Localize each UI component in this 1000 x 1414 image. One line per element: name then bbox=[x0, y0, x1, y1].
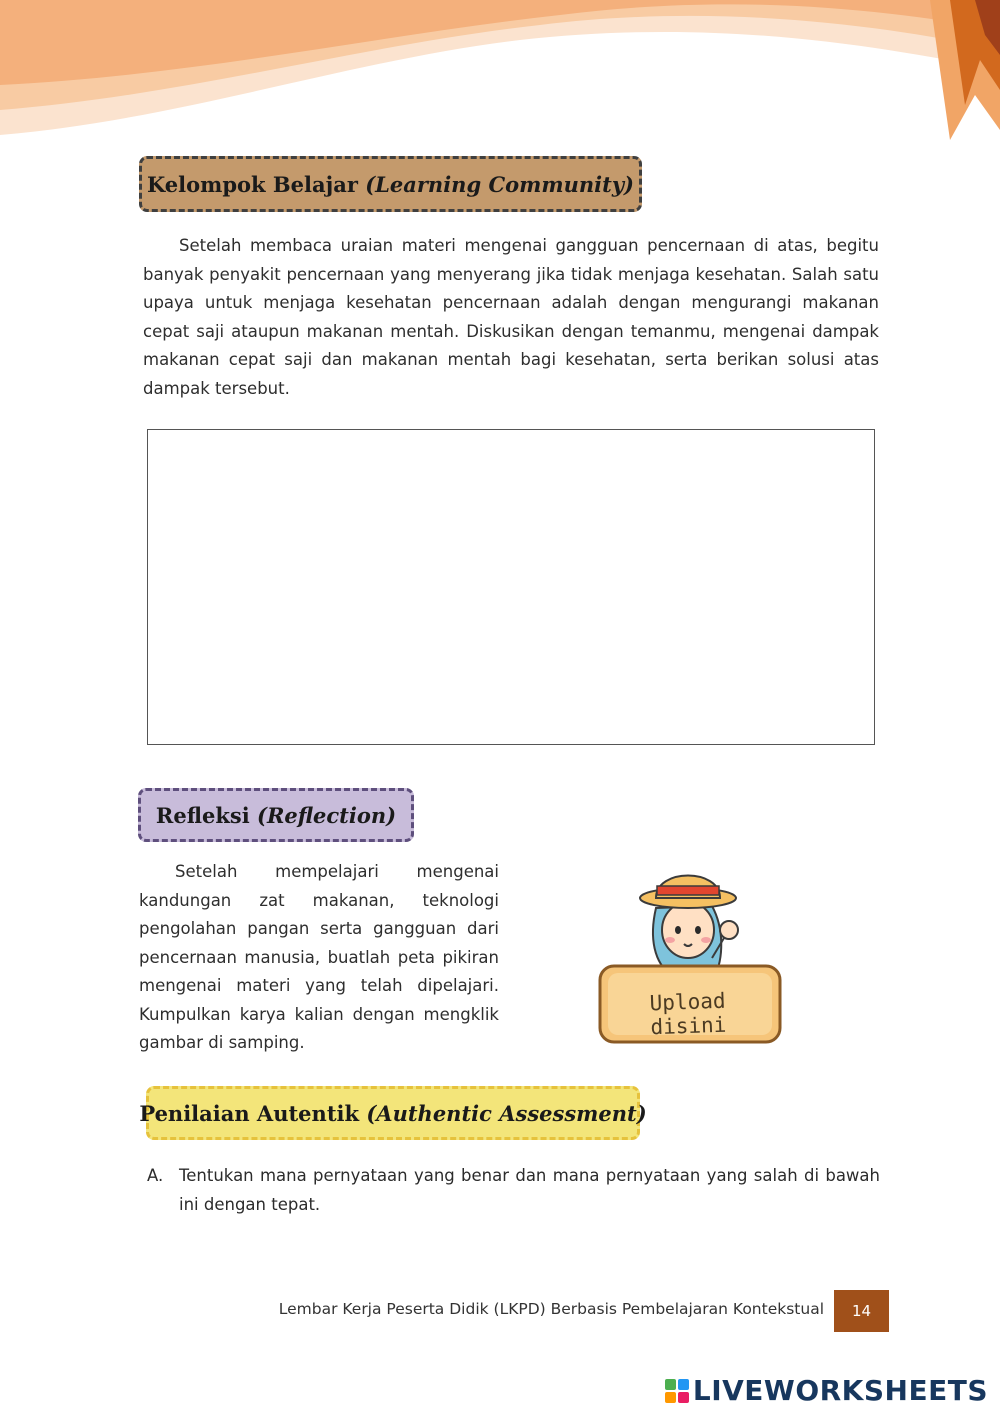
answer-text-box[interactable] bbox=[147, 429, 875, 745]
learning-community-paragraph: Setelah membaca uraian materi mengenai gangguan pencernaan di atas, begitu banyak penyakit pencernaan yang menyerang jika tidak menjaga kesehatan. Salah satu upaya untuk menjaga kesehatan pencernaan adalah dengan mengurangi makanan cepat saji ataupun makanan mentah. Diskusikan dengan temanmu, mengenai dampak makanan cepat saji dan makanan mentah bagi kesehatan, serta berikan solusi atas dampak tersebut. bbox=[143, 236, 879, 398]
list-item bbox=[147, 1162, 880, 1219]
liveworksheets-icon bbox=[665, 1379, 689, 1403]
reflection-title: Refleksi bbox=[155, 802, 250, 828]
footer-text: Lembar Kerja Peserta Didik (LKPD) Berbasis Pembelajaran Kontekstual bbox=[278, 1300, 824, 1318]
brand-logo bbox=[665, 1374, 988, 1407]
header-wave-decoration bbox=[0, 0, 1000, 160]
reflection-banner bbox=[138, 788, 414, 842]
list-item-text: Tentukan mana pernyataan yang benar dan mana pernyataan yang salah di bawah ini dengan tepat. bbox=[179, 1166, 880, 1214]
learning-community-banner bbox=[139, 156, 642, 212]
upload-label[interactable]: Upload disini bbox=[649, 988, 727, 1040]
learning-community-title-en: (Learning Community) bbox=[365, 171, 634, 197]
page-number: 14 bbox=[834, 1290, 889, 1332]
assessment-title-en: (Authentic Assessment) bbox=[366, 1100, 647, 1126]
brand-name: LIVEWORKSHEETS bbox=[692, 1374, 988, 1407]
reflection-title-en: (Reflection) bbox=[257, 802, 397, 828]
reflection-paragraph: Setelah mempelajari mengenai kandungan zat makanan, teknologi pengolahan pangan serta gangguan dari pencernaan manusia, buatlah peta pikiran mengenai materi yang telah dipelajari. Kumpulkan karya kalian dengan mengklik gambar di samping. bbox=[139, 862, 499, 1052]
upload-button[interactable] bbox=[594, 858, 786, 1048]
assessment-banner bbox=[139, 1086, 647, 1140]
learning-community-title: Kelompok Belajar bbox=[147, 171, 358, 197]
list-item-marker: A. bbox=[147, 1166, 164, 1185]
assessment-title: Penilaian Autentik bbox=[139, 1100, 360, 1126]
